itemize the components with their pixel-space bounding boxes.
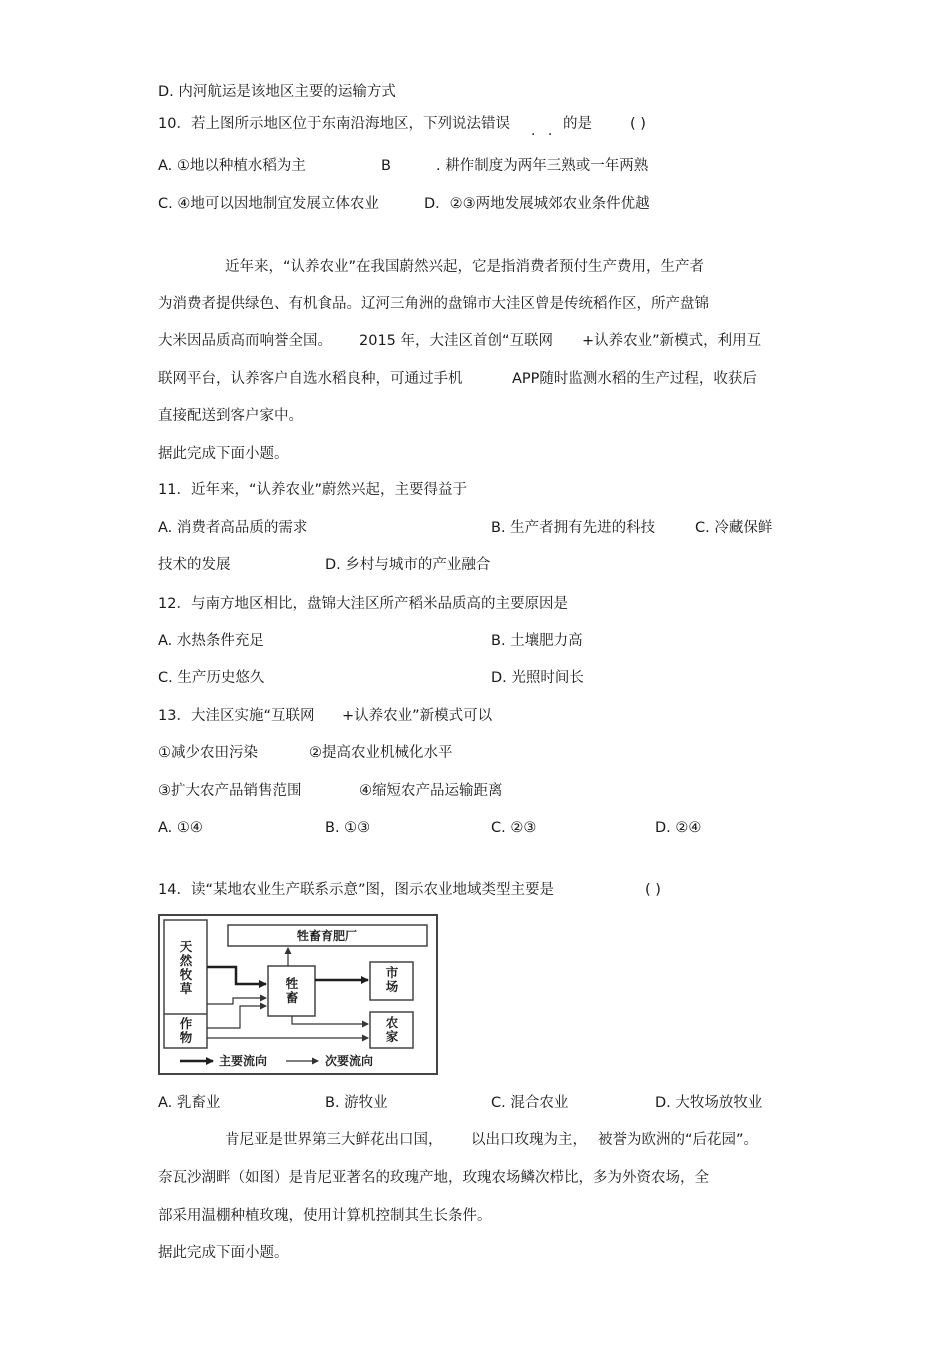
legend-secondary-label: 次要流向 <box>325 1054 374 1068</box>
passage1-line4b: APP随时监测水稻的生产过程，收获后 <box>512 371 757 387</box>
passage2-line4: 据此完成下面小题。 <box>158 1245 289 1261</box>
passage1-line6: 据此完成下面小题。 <box>158 446 289 462</box>
passage2-line1a: 肯尼亚是世界第三大鲜花出口国， <box>225 1132 443 1148</box>
farmer-label: 农家 <box>385 1015 399 1044</box>
passage1-line1: 近年来，“认养农业”在我国蔚然兴起，它是指消费者预付生产费用，生产者 <box>225 259 705 275</box>
q13-stem-part1: 13．大洼区实施“互联网 <box>158 708 315 724</box>
q12-option-a: A. 水热条件充足 <box>158 633 264 649</box>
q13-statement-4: ④缩短农产品运输距离 <box>359 783 503 799</box>
q10-stem-tail: 的是 <box>563 116 592 132</box>
passage1-line3a: 大米因品质高而响誉全国。 <box>158 333 332 349</box>
q12-stem: 12．与南方地区相比，盘锦大洼区所产稻米品质高的主要原因是 <box>158 596 568 612</box>
q13-option-c: C. ②③ <box>491 820 537 836</box>
q9-option-d: D. 内河航运是该地区主要的运输方式 <box>158 84 396 100</box>
passage1-line3b: 2015 年，大洼区首创“互联网 <box>359 333 554 349</box>
passage2-line2: 奈瓦沙湖畔（如图）是肯尼亚著名的玫瑰产地，玫瑰农场鳞次栉比，多为外资农场，全 <box>158 1170 709 1186</box>
agriculture-linkage-diagram <box>158 914 439 1076</box>
q10-option-a: A. ①地以种植水稻为主 <box>158 158 306 174</box>
q14-option-c: C. 混合农业 <box>491 1095 569 1111</box>
q10-answer-paren: ( ) <box>630 116 646 132</box>
q10-stem: 10．若上图所示地区位于东南沿海地区，下列说法错误 <box>158 116 510 132</box>
q14-answer-paren: ( ) <box>645 882 661 898</box>
fertilizer-plant-label: 牲畜育肥厂 <box>296 929 358 943</box>
q13-option-a: A. ①④ <box>158 820 203 836</box>
q11-option-c-part1: C. 冷藏保鲜 <box>695 520 773 536</box>
q14-option-d: D. 大牧场放牧业 <box>655 1095 763 1111</box>
q14-option-a: A. 乳畜业 <box>158 1095 221 1111</box>
q13-statement-2: ②提高农业机械化水平 <box>309 745 453 761</box>
q12-option-b: B. 土壤肥力高 <box>491 633 583 649</box>
q13-option-b: B. ①③ <box>325 820 371 836</box>
livestock-label: 牲畜 <box>285 976 299 1005</box>
q10-option-c: C. ④地可以因地制宜发展立体农业 <box>158 196 379 212</box>
q10-option-b-letter: B <box>381 158 391 174</box>
q10-emphasis-dots: . . <box>531 123 557 139</box>
q13-option-d: D. ②④ <box>655 820 702 836</box>
q10-option-d: D．②③两地发展城郊农业条件优越 <box>424 196 650 212</box>
q11-option-d: D. 乡村与城市的产业融合 <box>325 557 491 573</box>
q13-statement-1: ①减少农田污染 <box>158 745 258 761</box>
crops-label: 作物 <box>179 1016 193 1045</box>
passage1-line4a: 联网平台，认养客户自选水稻良种，可通过手机 <box>158 371 463 387</box>
q10-option-b-text: . 耕作制度为两年三熟或一年两熟 <box>436 158 649 174</box>
passage1-line3c: +认养农业”新模式，利用互 <box>582 333 762 349</box>
q11-option-b: B. 生产者拥有先进的科技 <box>491 520 656 536</box>
q11-option-c-part2: 技术的发展 <box>158 557 231 573</box>
passage2-line1b: 以出口玫瑰为主， <box>471 1132 587 1148</box>
passage1-line5: 直接配送到客户家中。 <box>158 408 303 424</box>
q12-option-d: D. 光照时间长 <box>491 670 584 686</box>
q11-stem: 11．近年来，“认养农业”蔚然兴起，主要得益于 <box>158 482 467 498</box>
q11-option-a: A. 消费者高品质的需求 <box>158 520 308 536</box>
legend-main-label: 主要流向 <box>219 1054 268 1068</box>
passage2-line1c: 被誉为欧洲的“后花园”。 <box>598 1132 759 1148</box>
q13-stem-part2: +认养农业”新模式可以 <box>342 708 493 724</box>
q14-option-b: B. 游牧业 <box>325 1095 388 1111</box>
q14-stem: 14．读“某地农业生产联系示意”图，图示农业地域类型主要是 <box>158 882 554 898</box>
natural-pasture-label: 天然牧草 <box>179 939 193 996</box>
passage1-line2: 为消费者提供绿色、有机食品。辽河三角洲的盘锦市大洼区曾是传统稻作区，所产盘锦 <box>158 296 709 312</box>
market-label: 市场 <box>385 965 399 994</box>
q12-option-c: C. 生产历史悠久 <box>158 670 265 686</box>
passage2-line3: 部采用温棚种植玫瑰，使用计算机控制其生长条件。 <box>158 1208 492 1224</box>
q13-statement-3: ③扩大农产品销售范围 <box>158 783 302 799</box>
